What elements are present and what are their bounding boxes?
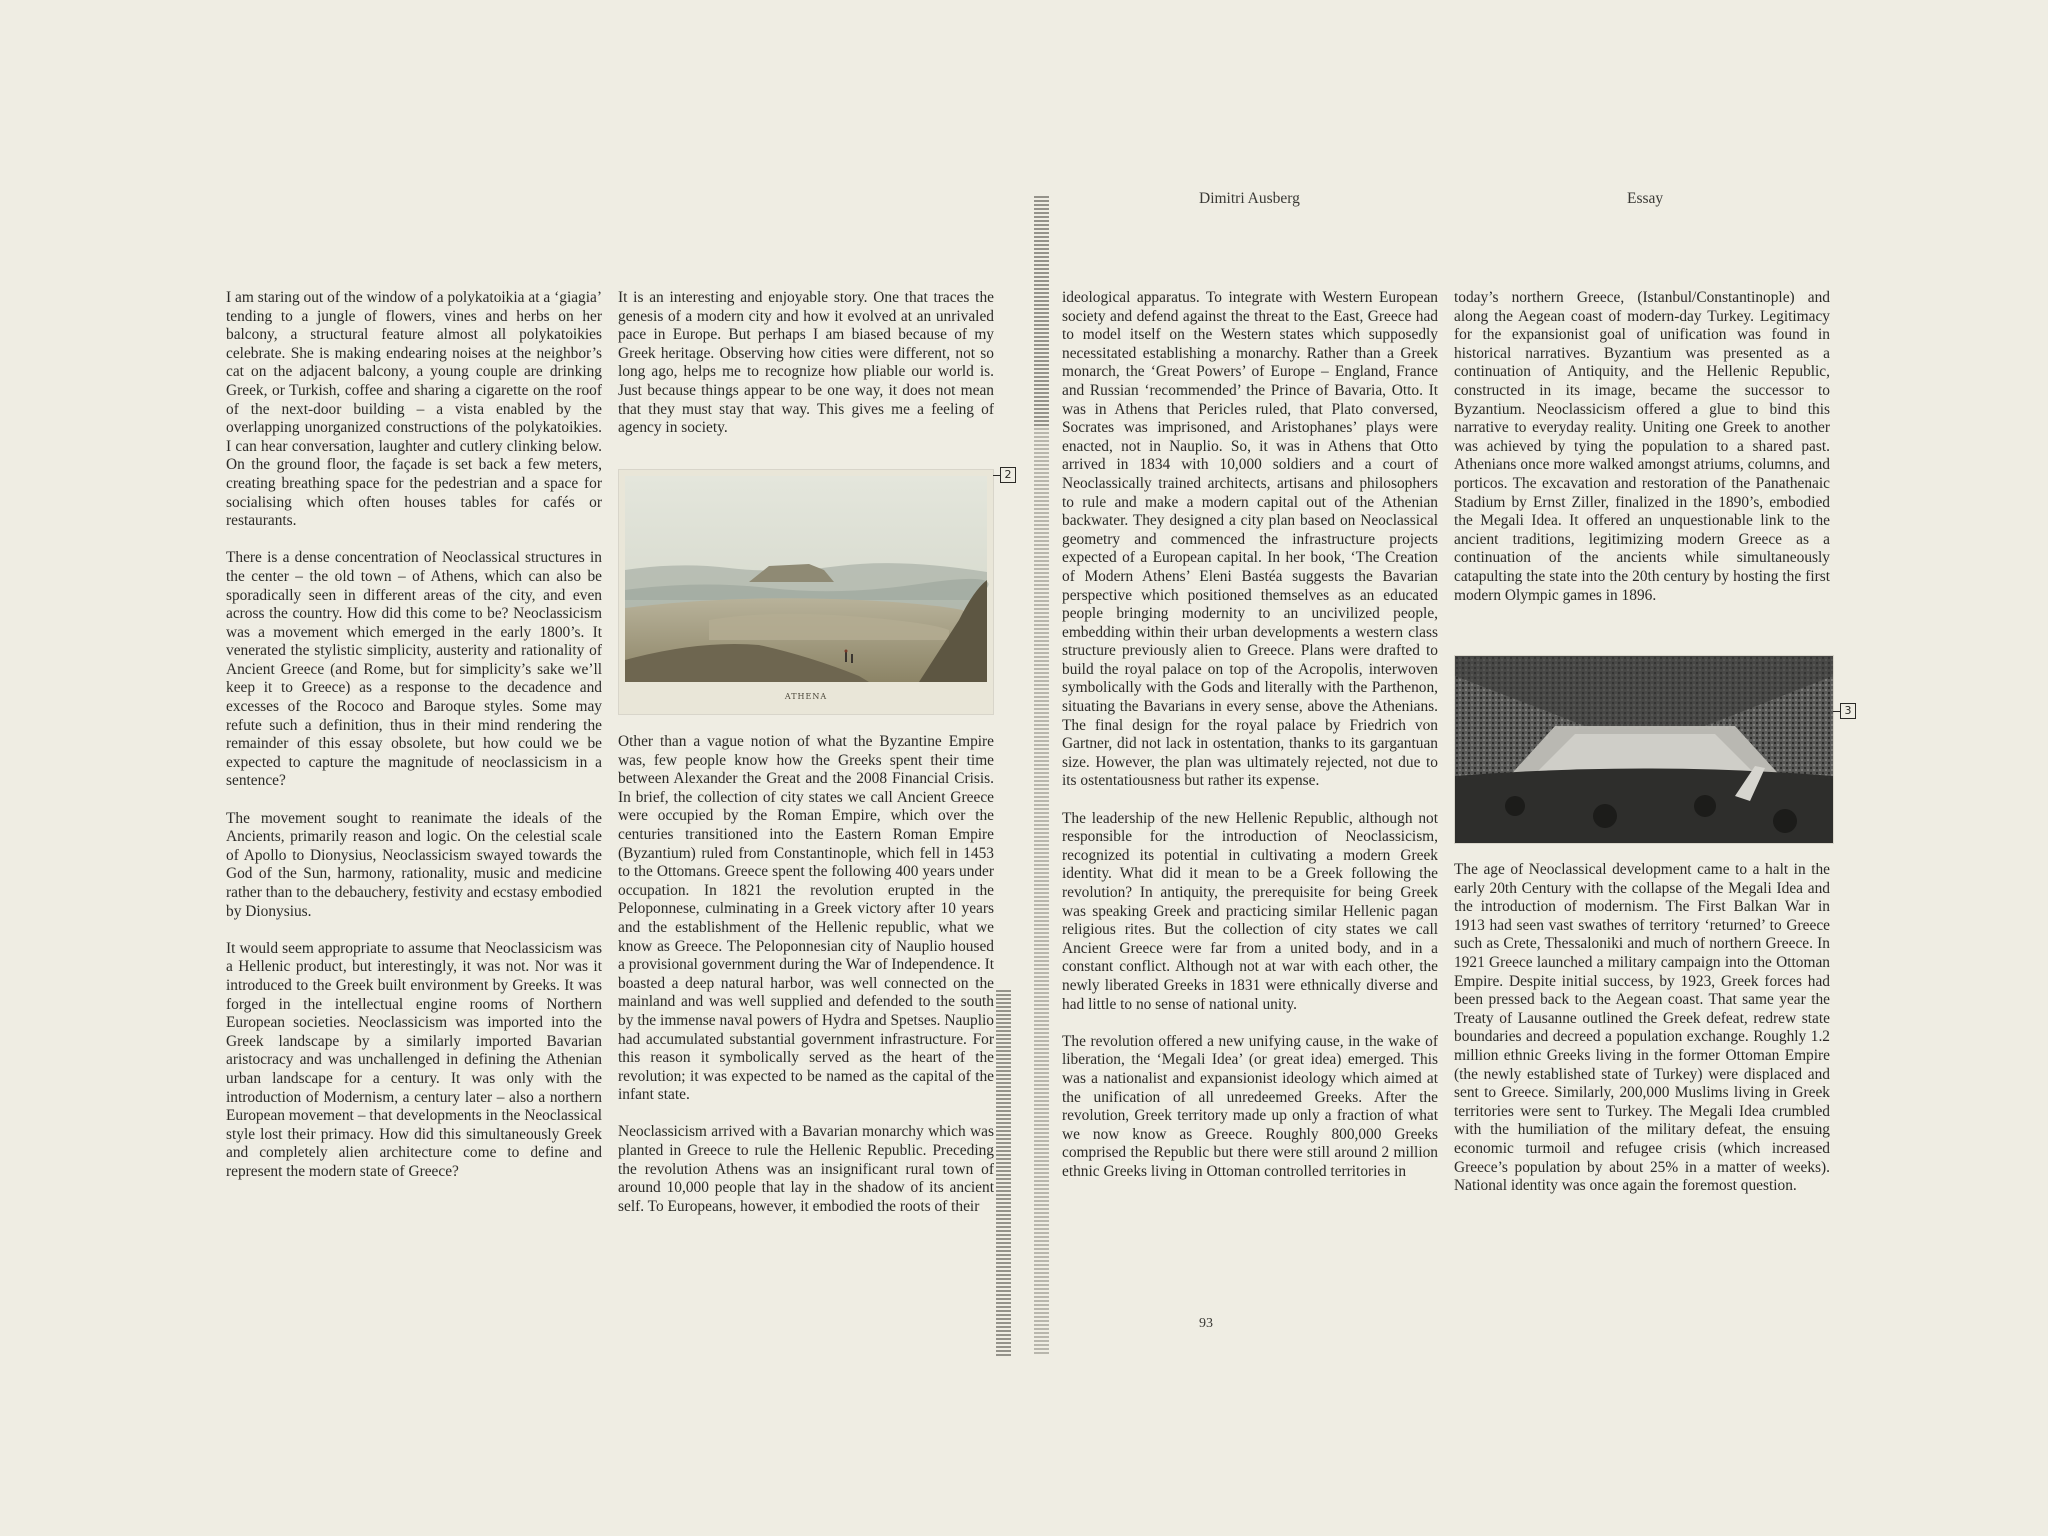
figure-number-tag-3: 3 bbox=[1840, 703, 1856, 719]
figure-number-tag-2: 2 bbox=[1000, 467, 1016, 483]
text-column-2-top bbox=[618, 289, 994, 438]
running-header-section: Essay bbox=[1627, 190, 1664, 207]
text-column-1 bbox=[226, 289, 602, 1182]
paragraph: The age of Neoclassical development came to a halt in the early 20th Century with the collapse of the Megali Idea and the introduction of modernism. The First Balkan War in 1913 had seen vast swathes of territory ‘returned’ to Greece such as Crete, Thessaloniki and much of northern Greece. In 1921 Greece launched a military campaign into the Ottoman Empire. Despite initial success, by 1923, Greek forces had been pressed back to the Aegean coast. That same year the Treaty of Lausanne outlined the Greek defeat, redrew state boundaries and decreed a population exchange. Roughly 1.2 million ethnic Greeks living in the former Ottoman Empire (the newly established state of Turkey) were displaced and sent to Greece. Similarly, 200,000 Muslims living in Greek territories were sent to Turkey. The Megali Idea crumbled with the humiliation of the military defeat, the ensuing economic turmoil and refugee crisis (which increased Greece’s population by about 25% in a matter of weeks). National identity was once again the foremost question. bbox=[1454, 861, 1830, 1195]
paragraph: The revolution offered a new unifying cause, in the wake of liberation, the ‘Megali Idea’ (or great idea) emerged. This was a nationalist and expansionist ideology which aimed at the unification of all unredeemed Greeks. After the revolution, Greek territory made up only a fraction of what we now know as Greece. Roughly 800,000 Greeks comprised the Republic but there were still around 2 million ethnic Greeks living in Ottoman controlled territories in bbox=[1062, 1032, 1438, 1180]
paragraph: ideological apparatus. To integrate with Western European society and defend against the threat to the East, Greece had to model itself on the Western states which supposedly necessitated establishing a monarchy. Rather than a Greek monarch, the ‘Great Powers’ of Europe – England, France and Russian ‘recommended’ the Prince of Bavaria, Otto. It was in Athens that Pericles ruled, that Plato conversed, Socrates was imprisoned, and Aristophanes’ plays were enacted, not in Nauplio. So, it was in Athens that Otto arrived in 1834 with 10,000 soldiers and a court of Neoclassically trained architects, artisans and philosophers to rule and make a modern capital out of the Athenian backwater. They designed a city plan based on Neoclassical geometry and commenced the infrastructure projects expected of a European capital. In her book, ‘The Creation of Modern Athens’ Eleni Bastéa suggests the Bavarian perspective which positioned themselves as an educated people bringing modernity to an uncivilized people, embedding within their urban developments a western class structure previously alien to Greece. Plans were drafted to build the royal palace on top of the Acropolis, interwoven symbolically with the Gods and literally with the Parthenon, situating the Bavarians in every sense, above the Athenians. The final design for the royal palace by Friedrich von Gartner, did not lack in ostentation, thanks to its gargantuan size. However, the plan was ultimately rejected, not due to its ostentatiousness but rather its expense. bbox=[1062, 289, 1438, 790]
text-column-3 bbox=[1062, 289, 1438, 1182]
gutter-binding-mark-bottom bbox=[996, 990, 1011, 1356]
paragraph: Neoclassicism arrived with a Bavarian monarchy which was planted in Greece to rule the Hellenic Republic. Preceding the revolution Athens was an insignificant rural town of around 10,000 people that lay in the shadow of its ancient self. To Europeans, however, it embodied the roots of their bbox=[618, 1123, 994, 1215]
figure-stadium-photo bbox=[1454, 655, 1834, 844]
athens-landscape-illustration bbox=[619, 470, 993, 714]
paragraph: It is an interesting and enjoyable story. One that traces the genesis of a modern city and how it evolved at an unrivaled pace in Europe. But perhaps I am biased because of my Greek heritage. Observing how cities were different, not so long ago, helps me to recognize how pliable our world is. Just because things appear to be one way, it does not mean that they must stay that way. This gives me a feeling of agency in society. bbox=[618, 289, 994, 437]
paragraph: The leadership of the new Hellenic Republic, although not responsible for the introduction of Neoclassicism, recognized its potential in cultivating a modern Greek identity. What did it mean to be a Greek following the revolution? In antiquity, the prerequisite for being Greek was speaking Greek and practicing similar Hellenic pagan religious rites. But the collection of city states we call Ancient Greece were far from a united body, and in a constant conflict. Although not at war with each other, the newly liberated Greeks in 1831 were ethnically diverse and had little to no sense of national unity. bbox=[1062, 809, 1438, 1013]
paragraph: I am staring out of the window of a polykatoikia at a ‘giagia’ tending to a jungle of flowers, vines and herbs on her balcony, a structural feature almost all polykatoikies celebrate. She is making endearing noises at the neighbor’s cat on the adjacent balcony, a young couple are drinking Greek, or Turkish, coffee and sharing a cigarette on the roof of the next-door building – a vista enabled by the overlapping unorganized constructions of the polykatoikies. I can hear conversation, laughter and cutlery clinking below. On the ground floor, the façade is set back a few meters, creating breathing space for the pedestrian and a space for socialising which often houses tables for cafés or restaurants. bbox=[226, 289, 602, 530]
paragraph: It would seem appropriate to assume that Neoclassicism was a Hellenic product, but interestingly, it was not. Nor was it introduced to the Greek built environment by Greeks. It was forged in the intellectual engine rooms of Northern European societies. Neoclassicism was imported into the Greek landscape by a similarly imported Bavarian aristocracy and was unchallenged in defining the Athenian urban landscape for a century. It was only with the introduction of Modernism, a century later – also a northern European movement – that developments in the Neoclassical style lost their primacy. How did this simultaneously Greek and completely alien architecture come to define and represent the modern state of Greece? bbox=[226, 939, 602, 1180]
paragraph: The movement sought to reanimate the ideals of the Ancients, primarily reason and logic. On the celestial scale of Apollo to Dionysius, Neoclassicism swayed towards the God of the Sun, harmony, rationality, music and medicine rather than to the debauchery, festivity and ecstasy embodied by Dionysius. bbox=[226, 809, 602, 920]
gutter-binding-mark-top bbox=[1034, 196, 1049, 428]
stadium-crowd-photo bbox=[1455, 656, 1833, 843]
paragraph: Other than a vague notion of what the Byzantine Empire was, few people know how the Greeks spent their time between Alexander the Great and the 2008 Financial Crisis. In brief, the collection of city states we call Ancient Greece were occupied by the Roman Empire, which over the centuries transitioned into the Eastern Roman Empire (Byzantium) ruled from Constantinople, which fell in 1453 to the Ottomans. Greece spent the following 400 years under occupation. In 1821 the revolution erupted in the Peloponnese, culminating in a Greek victory after 10 years and the establishment of the Hellenic republic, what we know as Greece. The Peloponnesian city of Nauplio housed a provisional government during the War of Independence. It boasted a deep natural harbor, was well connected on the mainland and was well supplied and defended to the south by the immense naval powers of Hydra and Spetses. Nauplio had accumulated substantial government infrastructure. For this reason it symbolically served as the heart of the revolution; it was expected to be named as the capital of the infant state. bbox=[618, 733, 994, 1104]
text-column-4-bottom bbox=[1454, 861, 1830, 1196]
gutter-binding-mark-right bbox=[1034, 428, 1049, 1356]
paragraph: There is a dense concentration of Neoclassical structures in the center – the old town – of Athens, which can also be sporadically seen in different areas of the city, and even across the country. How did this come to be? Neoclassicism was a movement which emerged in the early 1800’s. It venerated the stylistic simplicity, austerity and rationality of Ancient Greece (and Rome, but for simplicity’s sake we’ll keep it to Greece) as a response to the decadence and excesses of the Rococo and Baroque styles. Some may refute such a definition, thus in their mind rendering the remainder of this essay obsolete, but how could we be expected to capture the magnitude of neoclassicism in a sentence? bbox=[226, 549, 602, 790]
running-header-author: Dimitri Ausberg bbox=[1199, 190, 1300, 207]
figure-athens-engraving bbox=[618, 469, 994, 715]
figure-caption: ATHENA bbox=[784, 692, 828, 701]
text-column-4-top bbox=[1454, 289, 1830, 605]
page-number: 93 bbox=[1199, 1316, 1213, 1331]
paragraph: today’s northern Greece, (Istanbul/Constantinople) and along the Aegean coast of modern-day Turkey. Legitimacy for the expansionist goal of unification was found in historical narratives. Byzantium was presented as a continuation of Antiquity, and the Hellenic Republic, constructed in its image, became the successor to Byzantium. Neoclassicism offered a glue to bind this narrative to everyday reality. Uniting one Greek to another was achieved by tying the population to a shared past. Athenians once more walked amongst atriums, columns, and porticos. The excavation and restoration of the Panathenaic Stadium by Ernst Ziller, finalized in the 1890’s, embodied the Megali Idea. It offered an unquestionable link to the ancient traditions, legitimizing modern Greece as a continuation of the ancients while simultaneously catapulting the state into the 20th century by hosting the first modern Olympic games in 1896. bbox=[1454, 289, 1830, 604]
text-column-2-bottom bbox=[618, 733, 994, 1216]
